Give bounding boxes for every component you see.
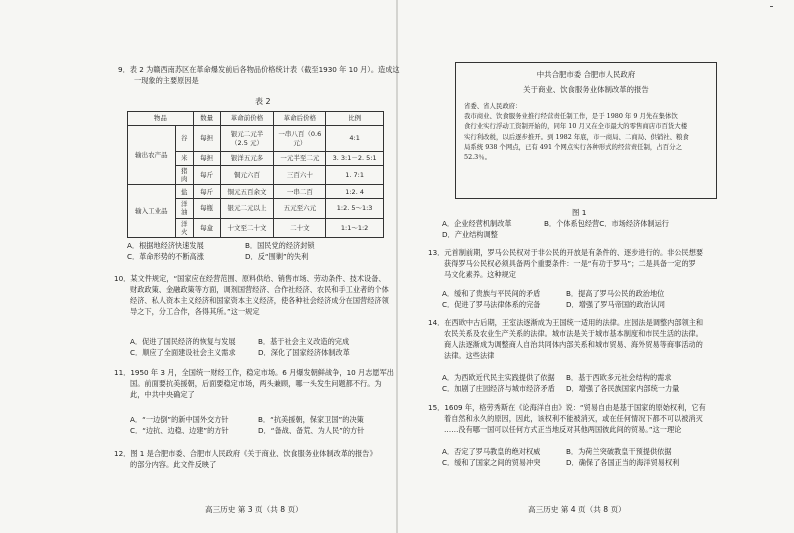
option-b: B．为荷兰突破教皇干预提供依据 <box>566 447 672 456</box>
q11-line: 此，中共中央确定了 <box>130 390 195 400</box>
q11-line: 国。前面要抗美援朝，后面要稳定市场，两头兼顾，哪一头发生问题都不行。为 <box>130 379 382 389</box>
report-line: 局系统 938 个网点，已有 491 个网点实行各种形式的经营责任制，占百分之 <box>464 142 682 151</box>
q12-line: 的部分内容。此文件反映了 <box>130 460 217 470</box>
question-13 <box>428 247 703 280</box>
report-heading-1: 中共合肥市委 合肥市人民政府 <box>536 70 636 79</box>
report-line: 实行利改税，以后逐步推开。到 1982 年底，市一商局、二商局、供销社、粮食 <box>464 132 689 141</box>
report-figure <box>455 62 717 199</box>
header-after: 革命后价格 <box>274 112 326 126</box>
report-body <box>464 101 708 163</box>
option-a: A．为西欧近代民主实践提供了依据 <box>442 373 555 382</box>
q14-line: 法律。这些法律 <box>444 351 495 361</box>
cell-item: 盐 <box>175 185 193 199</box>
q10-line: 经济、私人资本主义经济和国家资本主义经济，使各种社会经济成分在国营经济领 <box>130 296 389 306</box>
price-table <box>127 111 384 238</box>
option-d: D．增强了罗马帝国的政治认同 <box>566 300 665 310</box>
cell-item: 米 <box>175 152 193 166</box>
corner-mark <box>770 6 773 7</box>
option-c: C．促进了罗马法律体系的完备 <box>442 300 541 310</box>
cell-qty: 每斤 <box>193 166 220 185</box>
cell-ratio: 1:2. 5～1:3 <box>326 199 384 218</box>
cell-before: 十文至二十文 <box>220 218 274 237</box>
q13-line: 马文化素养。这种规定 <box>444 270 516 280</box>
question-15 <box>428 402 706 435</box>
option-b: B．提高了罗马公民的政治地位 <box>566 289 665 298</box>
option-c: C．市场经济体制运行 <box>599 219 669 228</box>
cell-after: 五元至六元 <box>274 199 326 218</box>
q9-line-1: 9．表 2 为赣西南苏区在革命爆发前后各物品价格统计表（截至1930 年 10 月）。造成这 <box>118 65 400 74</box>
q12-options <box>442 218 742 240</box>
option-a: A．缓和了贵族与平民间的矛盾 <box>442 289 541 298</box>
cell-qty: 每盒 <box>193 218 220 237</box>
q15-line: 15．1609 年，格劳秀斯在《论海洋自由》说：“贸易自由是基于国家的原始权利，它有 <box>428 403 706 412</box>
option-a: A．促进了国民经济的恢复与发展 <box>130 337 236 346</box>
option-b: B．基于社会主义改造的完成 <box>258 337 350 346</box>
q14-line: 商人法逐渐成为调整商人自治共同体内部关系和城市贸易、海外贸易等商事活动的 <box>444 340 703 350</box>
option-c: C．缓和了国家之间的贸易冲突 <box>442 458 541 468</box>
q12-line: 12．图 1 是合肥市委、合肥市人民政府《关于商业、饮食服务业体制改革的报告》 <box>114 449 377 458</box>
q15-line: 着自然和永久的原因，因此，该权利不能被消灭，或在任何情况下都不可以被消灭 <box>444 414 703 424</box>
option-d: D．确保了各国正当的海洋贸易权利 <box>566 458 680 468</box>
cell-after: 二十文 <box>274 218 326 237</box>
cell-qty: 每担 <box>193 126 220 152</box>
option-d: D．产业结构调整 <box>442 230 498 240</box>
cell-after: 一串二百 <box>274 185 326 199</box>
group-export: 输出农产品 <box>128 126 176 185</box>
table-caption: 表 2 <box>255 97 271 106</box>
cell-item: 猪肉 <box>175 166 193 185</box>
group-import: 输入工业品 <box>128 185 176 238</box>
q15-options <box>442 446 752 468</box>
q13-line: 13．元首制前期，罗马公民权对于非公民的开放是有条件的、逐步进行的。非公民想要 <box>428 248 704 257</box>
cell-item: 洋油 <box>175 199 193 218</box>
cell-ratio: 1:1～1:2 <box>326 218 384 237</box>
report-line: 我市商业、饮食服务业推行经营责任制工作，是于 1980 年 9 月先在集体饮 <box>464 112 678 121</box>
cell-qty: 每瓶 <box>193 199 220 218</box>
header-item: 物品 <box>128 112 194 126</box>
header-ratio: 比例 <box>326 112 384 126</box>
report-heading-2: 关于商业、饮食服务业体制改革的报告 <box>523 85 649 95</box>
cell-before: 铜元五百余文 <box>220 185 274 199</box>
report-line: 省委、省人民政府： <box>464 101 522 110</box>
option-b: B．基于西欧多元社会结构的需求 <box>566 373 672 382</box>
cell-ratio: 1. 7:1 <box>326 166 384 185</box>
figure-caption: 图 1 <box>572 208 587 217</box>
question-9 <box>118 64 400 86</box>
cell-qty: 每斤 <box>193 185 220 199</box>
option-b: B．“抗美援朝，保家卫国”的决策 <box>258 415 364 424</box>
option-c: C．顺应了全面建设社会主义需求 <box>130 348 236 358</box>
q9-line-2: 一现象的主要原因是 <box>134 76 199 86</box>
q15-line: ……没有哪一国可以任何方式正当地反对其他两国彼此间的贸易。”这一理论 <box>444 425 682 435</box>
cell-before: 银元二元以上 <box>220 199 274 218</box>
q13-line: 获得罗马公民权必须具备两个重要条件：一是“有功于罗马”；二是具备一定的罗 <box>444 259 696 269</box>
cell-after: 一元半至二元 <box>274 152 326 166</box>
option-d: D．增强了各民族国家内部统一力量 <box>566 384 680 394</box>
cell-before: 银洋五元多 <box>220 152 274 166</box>
header-before: 革命前价格 <box>220 112 274 126</box>
option-a: A．根据地经济快速发展 <box>127 241 204 250</box>
option-a: A．“一边倒”的新中国外交方针 <box>130 415 229 424</box>
q14-line: 农民关系及农业生产关系的法律。城市法是关于城市基本制度和市民生活的法律。 <box>444 329 703 339</box>
q10-line: 财政政策、金融政策等方面，调剂国营经济、合作社经济、农民和手工业者的个体 <box>130 285 389 295</box>
option-c: C．革命形势的不断高涨 <box>127 252 204 262</box>
q10-options <box>130 336 392 358</box>
question-11 <box>114 367 394 400</box>
cell-before: 铜元六百 <box>220 166 274 185</box>
option-c: C．“边抗、边稳、边建”的方针 <box>130 426 229 436</box>
option-a: A．否定了罗马教皇的绝对权威 <box>442 447 541 456</box>
header-qty: 数量 <box>193 112 220 126</box>
q11-line: 11．1950 年 3 月，全国统一财经工作，稳定市场。6 月爆发朝鲜战争，10 月志愿军出 <box>114 368 394 377</box>
table-row <box>128 185 384 199</box>
question-14 <box>428 317 703 362</box>
q14-options <box>442 372 752 394</box>
q10-line: 导之下，分工合作，各得其所。”这一规定 <box>130 307 260 317</box>
cell-after: 三百六十 <box>274 166 326 185</box>
cell-ratio: 3. 3:1－2. 5:1 <box>326 152 384 166</box>
question-12 <box>114 448 377 470</box>
cell-ratio: 4:1 <box>326 126 384 152</box>
cell-item: 谷 <box>175 126 193 152</box>
cell-before: 银元二元半（2.5 元） <box>220 126 274 152</box>
footer-left: 高三历史 第 3 页（共 8 页） <box>205 505 303 514</box>
option-d: D．反“围剿”的失利 <box>245 252 309 262</box>
option-a: A．企业经营机制改革 <box>442 219 512 228</box>
table-row <box>128 126 384 152</box>
cell-qty: 每担 <box>193 152 220 166</box>
option-c: C．加剧了庄园经济与城市经济矛盾 <box>442 384 555 394</box>
cell-ratio: 1:2. 4 <box>326 185 384 199</box>
cell-after: 一串八百（0.6 元） <box>274 126 326 152</box>
cell-item: 洋火 <box>175 218 193 237</box>
option-d: D．深化了国家经济体制改革 <box>258 348 350 358</box>
option-d: D．“备战、备荒、为人民”的方针 <box>258 426 365 436</box>
report-line: 食行业实行浮动工资制开始的，同年 10 月又在全市最大的零售商店市百货大楼 <box>464 122 688 131</box>
q11-options <box>130 414 392 436</box>
question-10 <box>114 273 389 318</box>
option-b: B．个体系包经营 <box>544 219 600 228</box>
table-header-row <box>128 112 384 126</box>
q10-line: 10．某文件规定，“国家应在经营范围、原料供给、销售市场、劳动条件、技术设备、 <box>114 274 386 283</box>
option-b: B．国民党的经济封锁 <box>245 241 315 250</box>
report-line: 52.3％。 <box>464 153 492 162</box>
q13-options <box>442 288 752 310</box>
footer-right: 高三历史 第 4 页（共 8 页） <box>528 505 626 514</box>
q14-line: 14．在西欧中古后期，王室法逐渐成为王国统一适用的法律。庄园法是调整内部领主和 <box>428 318 704 327</box>
q9-options <box>127 240 387 262</box>
